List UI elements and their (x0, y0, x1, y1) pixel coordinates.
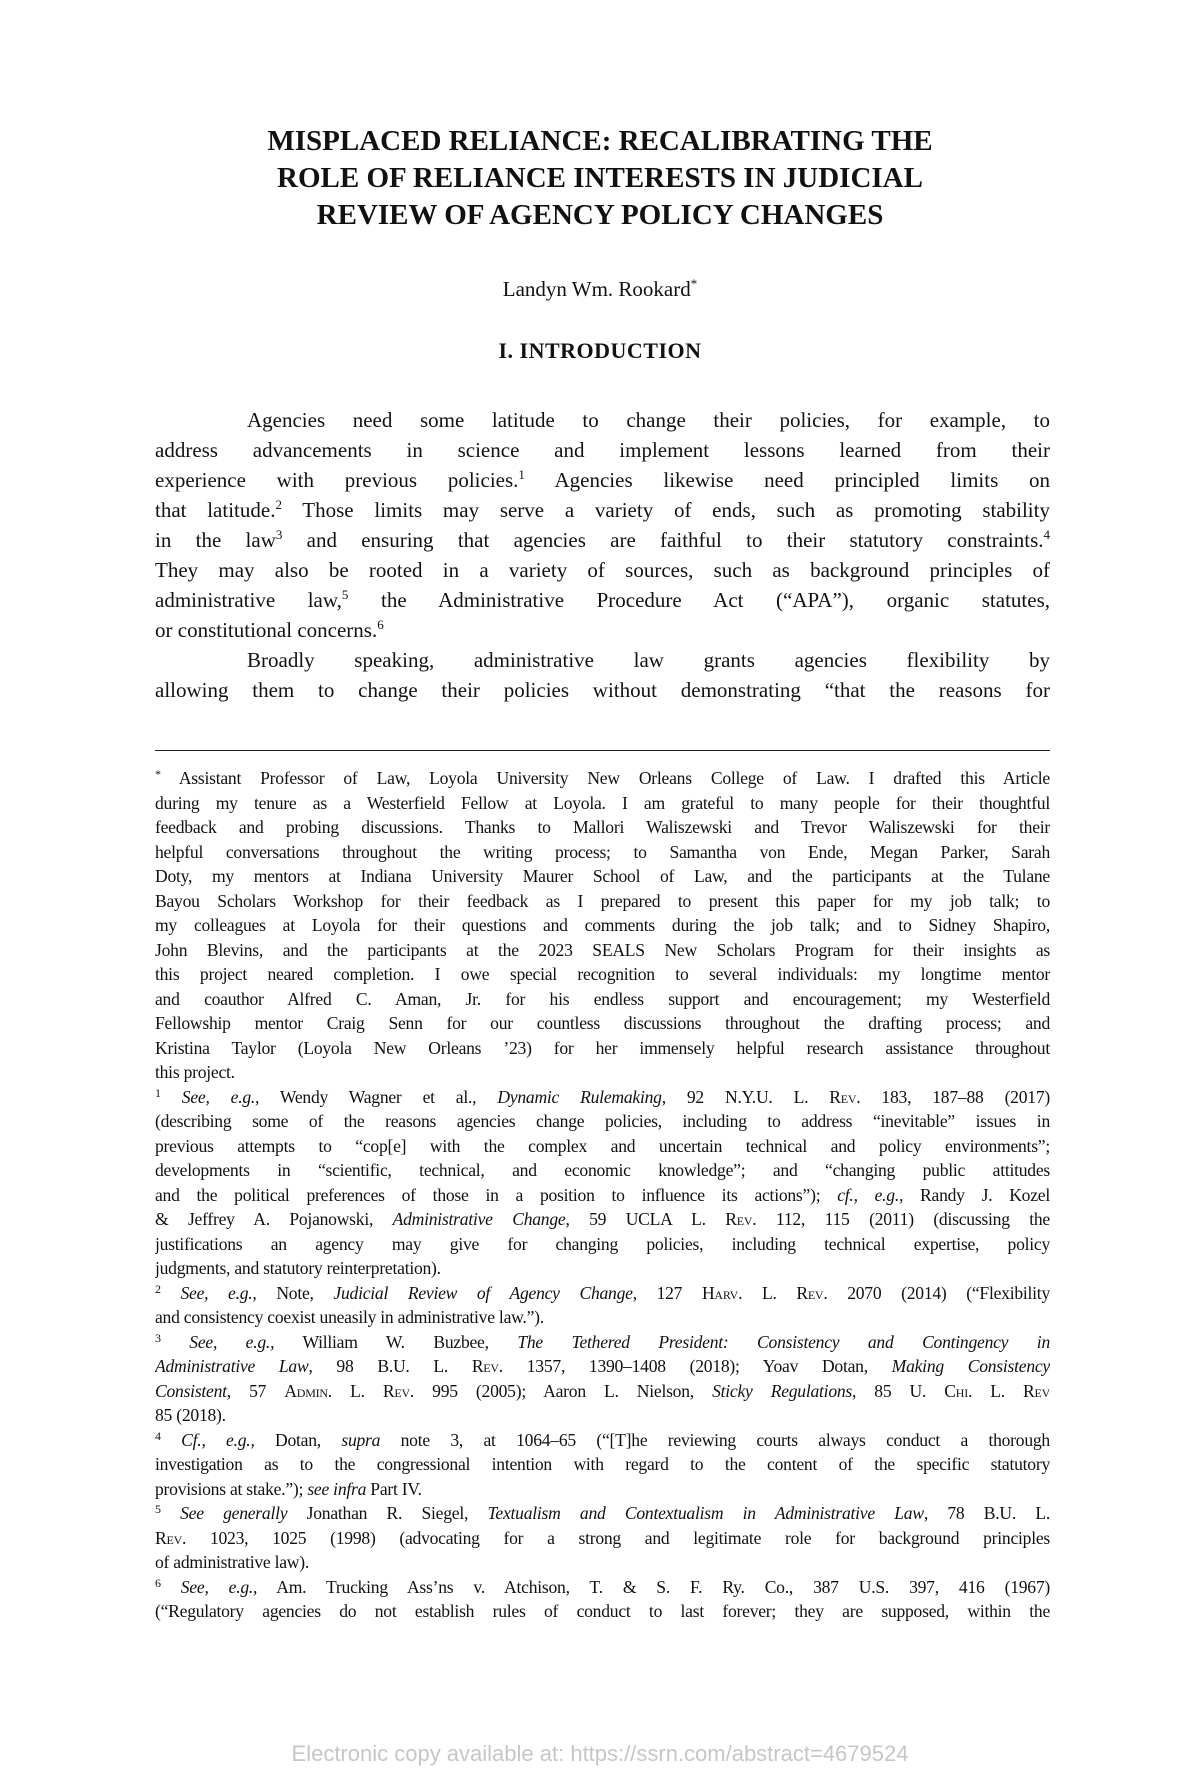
footnote-line: & Jeffrey A. Pojanowski, Administrative Change, 59 UCLA L. Rev. 112, 115 (2011) (discussing the (155, 1209, 1050, 1229)
footnote-5: $^5$ See generally Jonathan R. Siegel, Textualism and Contextualism in Administrative Law, 78 B.U. L. (155, 1502, 1050, 1523)
footnote-ref[interactable]: 1 (518, 467, 525, 482)
body-line: administrative law,$^5$ the Administrative Procedure Act (“APA”), organic statutes, (155, 587, 1050, 612)
footnote-star: * Assistant Professor of Law, Loyola University New Orleans College of Law. I drafted this Article (155, 767, 1050, 788)
footnote-line: Bayou Scholars Workshop for their feedback as I prepared to present this paper for my job talk; to (155, 890, 1050, 911)
footnote-line: John Blevins, and the participants at the 2023 SEALS New Scholars Program for their insights as (155, 939, 1050, 960)
footnote-line: during my tenure as a Westerfield Fellow at Loyola. I am grateful to many people for their thoughtful (155, 792, 1050, 813)
footnote-line: feedback and probing discussions. Thanks to Mallori Waliszewski and Trevor Waliszewski for their (155, 817, 1050, 837)
body-line: They may also be rooted in a variety of sources, such as background principles of (155, 558, 1050, 582)
footnote-line: provisions at stake.”); see infra Part IV. (155, 1478, 422, 1499)
footnote-1: $^1$ See, e.g., Wendy Wagner et al., Dynamic Rulemaking, 92 N.Y.U. L. Rev. 183, 187–88 (2017) (155, 1085, 1050, 1107)
body-line: or constitutional concerns.$^6$ (155, 617, 384, 642)
footnote-6: $^6$ See, e.g., Am. Trucking Ass’ns v. Atchison, T. & S. F. Ry. Co., 387 U.S. 397, 416 (1967) (155, 1575, 1050, 1597)
footnote-line: Administrative Law, 98 B.U. L. Rev. 1357, 1390–1408 (2018); Yoav Dotan, Making Consistency (155, 1356, 1050, 1376)
footnote-3: $^3$ See, e.g., William W. Buzbee, The Tethered President: Consistency and Contingency in (155, 1330, 1050, 1352)
footnote-line: my colleagues at Loyola for their questions and comments during the job talk; and to Sidney Shapiro, (155, 915, 1050, 935)
footnote-line: and consistency coexist uneasily in administrative law.”). (155, 1307, 544, 1327)
body-line: that latitude.$^2$ Those limits may serve a variety of ends, such as promoting stability (155, 497, 1050, 522)
footnote-ref[interactable]: 4 (1043, 527, 1050, 542)
body-line: Agencies need some latitude to change their policies, for example, to (247, 408, 1050, 432)
footnote-ref[interactable]: 3 (275, 527, 283, 542)
title-line: ROLE OF RELIANCE INTERESTS IN JUDICIAL (277, 162, 923, 194)
footnote-line: judgments, and statutory reinterpretation). (155, 1258, 441, 1278)
footnote-line: and the political preferences of those in a position to influence its actions”); cf., e.g., Randy J. Kozel (155, 1184, 1050, 1205)
ssrn-download-footer[interactable]: Electronic copy available at: https://ssrn.com/abstract=4679524 (291, 1741, 909, 1766)
author-byline (0, 277, 1200, 302)
author-footnote-mark: * (690, 276, 698, 291)
section-heading: I. INTRODUCTION (498, 338, 702, 363)
footnote-ref[interactable]: 5 (341, 587, 349, 602)
footnote-line: previous attempts to “cop[e] with the complex and uncertain technical and policy environments”; (155, 1135, 1050, 1156)
footnote-line: (describing some of the reasons agencies change policies, including to address “inevitable” issues in (155, 1111, 1050, 1131)
footnote-line: this project. (155, 1062, 235, 1082)
footnote-ref[interactable]: 2 (275, 497, 282, 512)
footnote-line: justifications an agency may give for changing policies, including technical expertise, policy (155, 1233, 1050, 1254)
footnote-line: helpful conversations throughout the writing process; to Samantha von Ende, Megan Parker, Sarah (155, 841, 1050, 862)
author-name: Landyn Wm. Rookard (502, 277, 691, 301)
footnote-line: developments in “scientific, technical, and economic knowledge”; and “changing public attitudes (155, 1160, 1050, 1180)
body-line: allowing them to change their policies without demonstrating “that the reasons for (155, 678, 1050, 702)
footnote-line: Doty, my mentors at Indiana University Maurer School of Law, and the participants at the Tulane (155, 866, 1050, 886)
body-line: in the law$^3$ and ensuring that agencies are faithful to their statutory constraints.$^4$ (155, 527, 1050, 552)
footnote-line: Rev. 1023, 1025 (1998) (advocating for a strong and legitimate role for background principles (155, 1527, 1050, 1548)
footnote-line: of administrative law). (155, 1552, 310, 1572)
footnote-line: this project neared completion. I owe special recognition to several individuals: my longtime mentor (155, 964, 1050, 984)
footnote-line: and coauthor Alfred C. Aman, Jr. for his endless support and encouragement; my Westerfield (155, 988, 1050, 1009)
footnote-separator (155, 750, 1050, 751)
body-line: Broadly speaking, administrative law grants agencies flexibility by (247, 648, 1050, 672)
body-line: address advancements in science and implement lessons learned from their (155, 438, 1050, 462)
footnote-line: Fellowship mentor Craig Senn for our countless discussions throughout the drafting process; and (155, 1013, 1050, 1033)
footnote-line: (“Regulatory agencies do not establish rules of conduct to last forever; they are supposed, within the (155, 1601, 1050, 1621)
footnote-4: $^4$ Cf., e.g., Dotan, supra note 3, at 1064–65 (“[T]he reviewing courts always conduct a thorough (155, 1428, 1050, 1450)
footnote-line: Kristina Taylor (Loyola New Orleans ’23) for her immensely helpful research assistance throughout (155, 1037, 1050, 1058)
footnote-line: investigation as to the congressional intention with regard to the content of the specific statutory (155, 1454, 1050, 1474)
body-line: experience with previous policies.$^1$ Agencies likewise need principled limits on (155, 467, 1050, 492)
title-line: MISPLACED RELIANCE: RECALIBRATING THE (267, 125, 933, 157)
footnote-ref[interactable]: 6 (377, 617, 384, 632)
footnote-line: 85 (2018). (155, 1405, 226, 1425)
footnote-2: $^2$ See, e.g., Note, Judicial Review of Agency Change, 127 Harv. L. Rev. 2070 (2014) (“Flexibility (155, 1281, 1050, 1303)
title-line: REVIEW OF AGENCY POLICY CHANGES (316, 199, 884, 231)
footnotes (155, 766, 1050, 1624)
footnote-line: Consistent, 57 Admin. L. Rev. 995 (2005); Aaron L. Nielson, Sticky Regulations, 85 U. Chi. L. Rev (155, 1380, 1050, 1401)
body-text (155, 405, 1050, 705)
article-title (150, 123, 1050, 234)
